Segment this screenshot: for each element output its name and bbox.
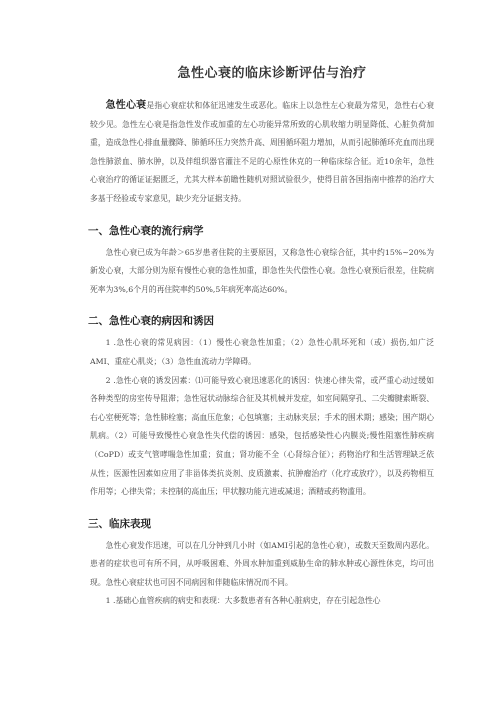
etiology-causes-paragraph: 1 .急性心衰的常见病因：（1）慢性心衰急性加重；（2）急性心肌坏死和（或）损伤,如广泛AMI、重症心肌炎；（3）急性血流动力学障碍。 xyxy=(90,338,434,366)
etiology-triggers-paragraph: 2 .急性心衰的诱发因素：⑴可能导致心衰迅速恶化的诱因：快速心律失常，或严重心动过缓如各种类型的房室传导阻滞；急性冠状动脉综合征及其机械并发症，如室间隔穿孔、二尖瓣腱索断裂、右心室梗死等；急性肺栓塞；高血压危象；心包填塞；主动脉夹层；手术的围术期；感染；围产期心肌病。（2）可能导致慢性心衰急性失代偿的诱因：感染，包括感染性心内膜炎;慢性阻塞性肺疾病（CoPD）或支气管哮喘急性加重；贫血；肾功能不全（心肾综合征）；药物治疗和生活管理缺乏依从性；医源性因素如应用了非甾体类抗炎剂、皮质激素、抗肿瘤治疗（化疗或放疗），以及药物相互作用等；心律失常；未控制的高血压；甲状腺功能亢进或减退；酒精或药物滥用。 xyxy=(90,375,434,497)
section-heading-etiology: 二、急性心衰的病因和诱因 xyxy=(88,315,214,328)
document-title: 急性心衰的临床诊断评估与治疗 xyxy=(177,66,367,81)
section-heading-clinical: 三、临床表现 xyxy=(88,517,151,530)
intro-paragraph xyxy=(90,97,434,209)
intro-lead-term: 急性心衰 xyxy=(105,100,147,111)
section-heading-epidemiology: 一、急性心衰的流行病学 xyxy=(88,224,204,237)
clinical-onset-paragraph: 急性心衰发作迅速，可以在几分钟到几小时（如AMI引起的急性心衰），或数天至数周内恶化。患者的症状也可有所不同，从呼吸困难、外周水肿加重到威胁生命的肺水肿或心源性休克，均可出现。急性心衰症状也可因不同病因和伴随临床情况而不同。 xyxy=(90,540,434,587)
epidemiology-paragraph: 急性心衰已成为年龄＞65岁患者住院的主要原因，又称急性心衰综合征，其中约15%~20%为新发心衰，大部分则为原有慢性心衰的急性加重，即急性失代偿性心衰。急性心衰预后很差，住院病死率为3%,6个月的再住院率约50%,5年病死率高达60%。 xyxy=(90,247,434,294)
clinical-history-paragraph: 1 .基础心血管疾病的病史和表现：大多数患者有各种心脏病史，存在引起急性心 xyxy=(105,596,381,606)
intro-text: 是指心衰症状和体征迅速发生或恶化。临床上以急性左心衰最为常见，急性右心衰较少见。急性左心衰是指急性发作或加重的左心功能异常所致的心肌收缩力明显降低、心脏负荷加重，造成急性心排血量骤降、肺循环压力突然升高、周围循环阻力增加，从而引起肺循环充血而出现急性肺淤血、肺水肿，以及伴组织器官灌注不足的心原性休克的一种临床综合征。近10余年，急性心衰治疗的循证证据匮乏，尤其大样本前瞻性随机对照试验很少，使得目前各国指南中推荐的治疗大多基于经验或专家意见，缺少充分证据支持。 xyxy=(90,101,435,203)
